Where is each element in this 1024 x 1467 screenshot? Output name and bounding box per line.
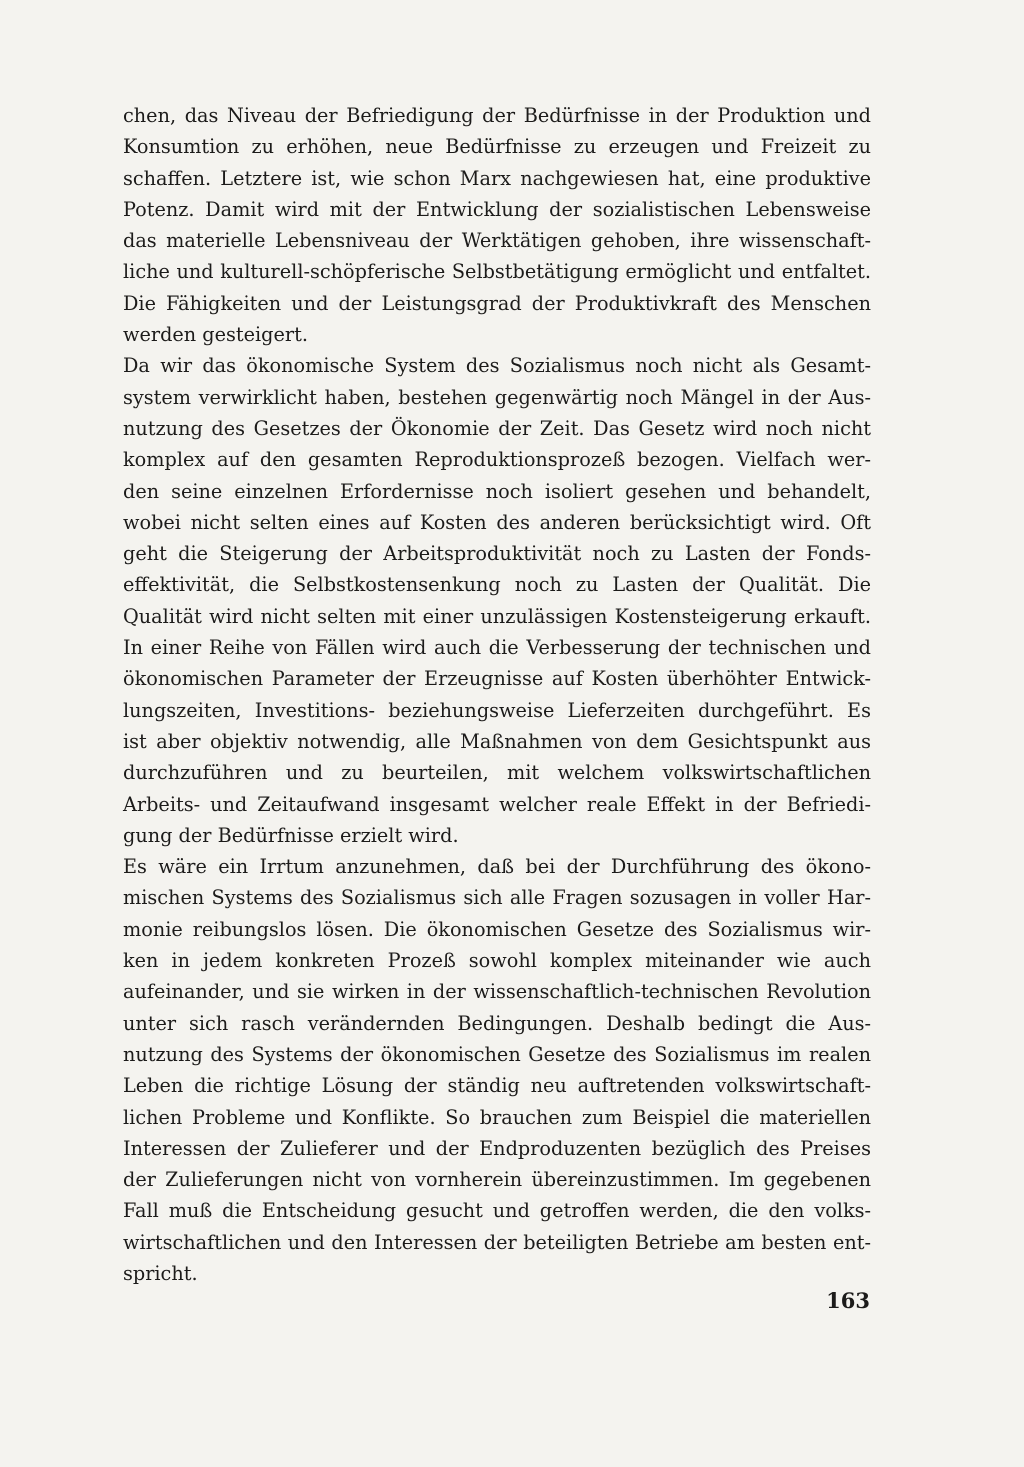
- text-line: gung der Bedürfnisse erzielt wird.: [123, 823, 459, 847]
- text-line: Interessen der Zulieferer und der Endproduzenten bezüglich des Preises: [123, 1136, 871, 1160]
- text-line: durchzuführen und zu beurteilen, mit welchem volkswirtschaftlichen: [123, 761, 871, 785]
- text-line: unter sich rasch verändernden Bedingungen. Deshalb bedingt die Aus-: [123, 1011, 871, 1035]
- text-line: Fall muß die Entscheidung gesucht und getroffen werden, die den volks-: [123, 1199, 871, 1223]
- text-line: wobei nicht selten eines auf Kosten des anderen berücksichtigt wird. Oft: [123, 510, 871, 534]
- text-line: der Zulieferungen nicht von vornherein übereinzustimmen. Im gegebenen: [123, 1168, 871, 1192]
- text-line: nutzung des Systems der ökonomischen Gesetze des Sozialismus im realen: [123, 1042, 871, 1066]
- text-line: spricht.: [123, 1261, 198, 1285]
- text-line: werden gesteigert.: [123, 323, 308, 347]
- page-number: 163: [826, 1288, 870, 1313]
- text-line: ken in jedem konkreten Prozeß sowohl komplex miteinander wie auch: [123, 949, 871, 973]
- text-line: In einer Reihe von Fällen wird auch die Verbesserung der technischen und: [123, 636, 871, 660]
- text-line: aufeinander, und sie wirken in der wissenschaftlich-technischen Revolution: [123, 980, 871, 1004]
- text-line: Da wir das ökonomische System des Sozialismus noch nicht als Gesamt-: [123, 354, 871, 378]
- text-line: den seine einzelnen Erfordernisse noch isoliert gesehen und behandelt,: [123, 479, 871, 503]
- text-line: das materielle Lebensniveau der Werktätigen gehoben, ihre wissenschaft-: [123, 229, 871, 253]
- text-line: chen, das Niveau der Befriedigung der Bedürfnisse in der Produktion und: [123, 104, 871, 127]
- body-text: [123, 100, 871, 1289]
- text-line: Es wäre ein Irrtum anzunehmen, daß bei der Durchführung des ökono-: [123, 855, 871, 879]
- text-line: wirtschaftlichen und den Interessen der beteiligten Betriebe am besten ent-: [123, 1230, 871, 1254]
- text-line: nutzung des Gesetzes der Ökonomie der Zeit. Das Gesetz wird noch nicht: [123, 416, 871, 440]
- text-line: komplex auf den gesamten Reproduktionsprozeß bezogen. Vielfach wer-: [123, 448, 871, 472]
- text-line: ist aber objektiv notwendig, alle Maßnahmen von dem Gesichtspunkt aus: [123, 729, 871, 753]
- text-line: Qualität wird nicht selten mit einer unzulässigen Kostensteigerung erkauft.: [123, 604, 871, 628]
- text-line: schaffen. Letztere ist, wie schon Marx nachgewiesen hat, eine produktive: [123, 166, 871, 190]
- text-line: lichen Probleme und Konflikte. So brauchen zum Beispiel die materiellen: [123, 1105, 871, 1129]
- text-line: ökonomischen Parameter der Erzeugnisse auf Kosten überhöhter Entwick-: [123, 667, 871, 691]
- text-line: Arbeits- und Zeitaufwand insgesamt welcher reale Effekt in der Befriedi-: [123, 792, 871, 816]
- text-line: geht die Steigerung der Arbeitsproduktivität noch zu Lasten der Fonds-: [123, 542, 871, 566]
- text-line: liche und kulturell-schöpferische Selbstbetätigung ermöglicht und entfaltet.: [123, 260, 871, 284]
- text-line: Konsumtion zu erhöhen, neue Bedürfnisse zu erzeugen und Freizeit zu: [123, 135, 871, 159]
- text-line: lungszeiten, Investitions- beziehungsweise Lieferzeiten durchgeführt. Es: [123, 698, 871, 722]
- text-line: monie reibungslos lösen. Die ökonomischen Gesetze des Sozialismus wir-: [123, 917, 871, 941]
- text-line: mischen Systems des Sozialismus sich alle Fragen sozusagen in voller Har-: [123, 886, 871, 910]
- text-line: Potenz. Damit wird mit der Entwicklung der sozialistischen Lebensweise: [123, 197, 871, 221]
- text-line: system verwirklicht haben, bestehen gegenwärtig noch Mängel in der Aus-: [123, 385, 871, 409]
- text-line: Die Fähigkeiten und der Leistungsgrad der Produktivkraft des Menschen: [123, 291, 871, 315]
- text-line: effektivität, die Selbstkostensenkung noch zu Lasten der Qualität. Die: [123, 573, 871, 597]
- text-line: Leben die richtige Lösung der ständig neu auftretenden volkswirtschaft-: [123, 1074, 871, 1098]
